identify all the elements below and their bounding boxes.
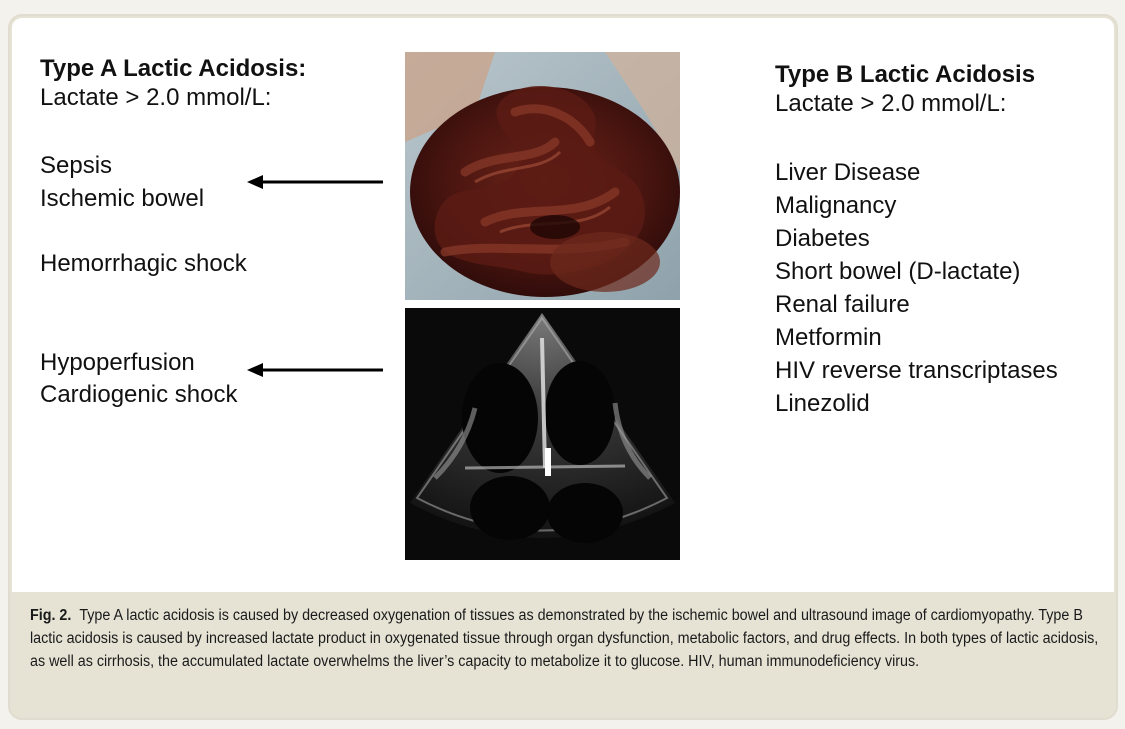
figure-label: Fig. 2. [30, 607, 72, 624]
type-b-threshold: Lactate > 2.0 mmol/L: [775, 90, 1007, 117]
figure-caption [30, 604, 1105, 673]
echocardiogram-image [405, 308, 680, 560]
type-b-item: Diabetes [775, 225, 870, 252]
type-a-item: Hypoperfusion [40, 349, 195, 376]
type-a-title: Type A Lactic Acidosis: [40, 55, 307, 82]
type-b-item: Malignancy [775, 192, 897, 219]
type-b-header [775, 61, 1058, 420]
ischemic-bowel-photo [405, 52, 680, 300]
type-b-item: Liver Disease [775, 159, 921, 186]
type-b-title: Type B Lactic Acidosis [775, 61, 1036, 88]
type-a-item: Cardiogenic shock [40, 381, 238, 408]
type-b-item: Metformin [775, 324, 882, 351]
type-a-threshold: Lactate > 2.0 mmol/L: [40, 84, 272, 111]
type-b-item: Short bowel (D-lactate) [775, 258, 1021, 285]
caption-text: Type A lactic acidosis is caused by decreased oxygenation of tissues as demonstrated by the ischemic bowel and ultrasound image of cardiomyopathy. Type B lactic acidosis is caused by increased lactate product in oxygenated tissue through organ dysfunction, metabolic factors, and drug effects. In both types of lactic acidosis, as well as cirrhosis, the accumulated lactate overwhelms the liver’s capacity to metabolize it to glucose. HIV, human immunodeficiency virus. [30, 607, 1099, 670]
type-b-item: HIV reverse transcriptases [775, 357, 1058, 384]
type-a-item: Sepsis [40, 152, 113, 179]
type-a-header [40, 55, 306, 113]
type-a-item: Ischemic bowel [40, 185, 205, 212]
type-b-item: Renal failure [775, 291, 910, 318]
type-b-item: Linezolid [775, 390, 870, 417]
type-b-list [775, 156, 1058, 420]
arrow-left-icon [245, 360, 385, 380]
arrow-left-icon [245, 172, 385, 192]
type-a-item: Hemorrhagic shock [40, 250, 247, 277]
